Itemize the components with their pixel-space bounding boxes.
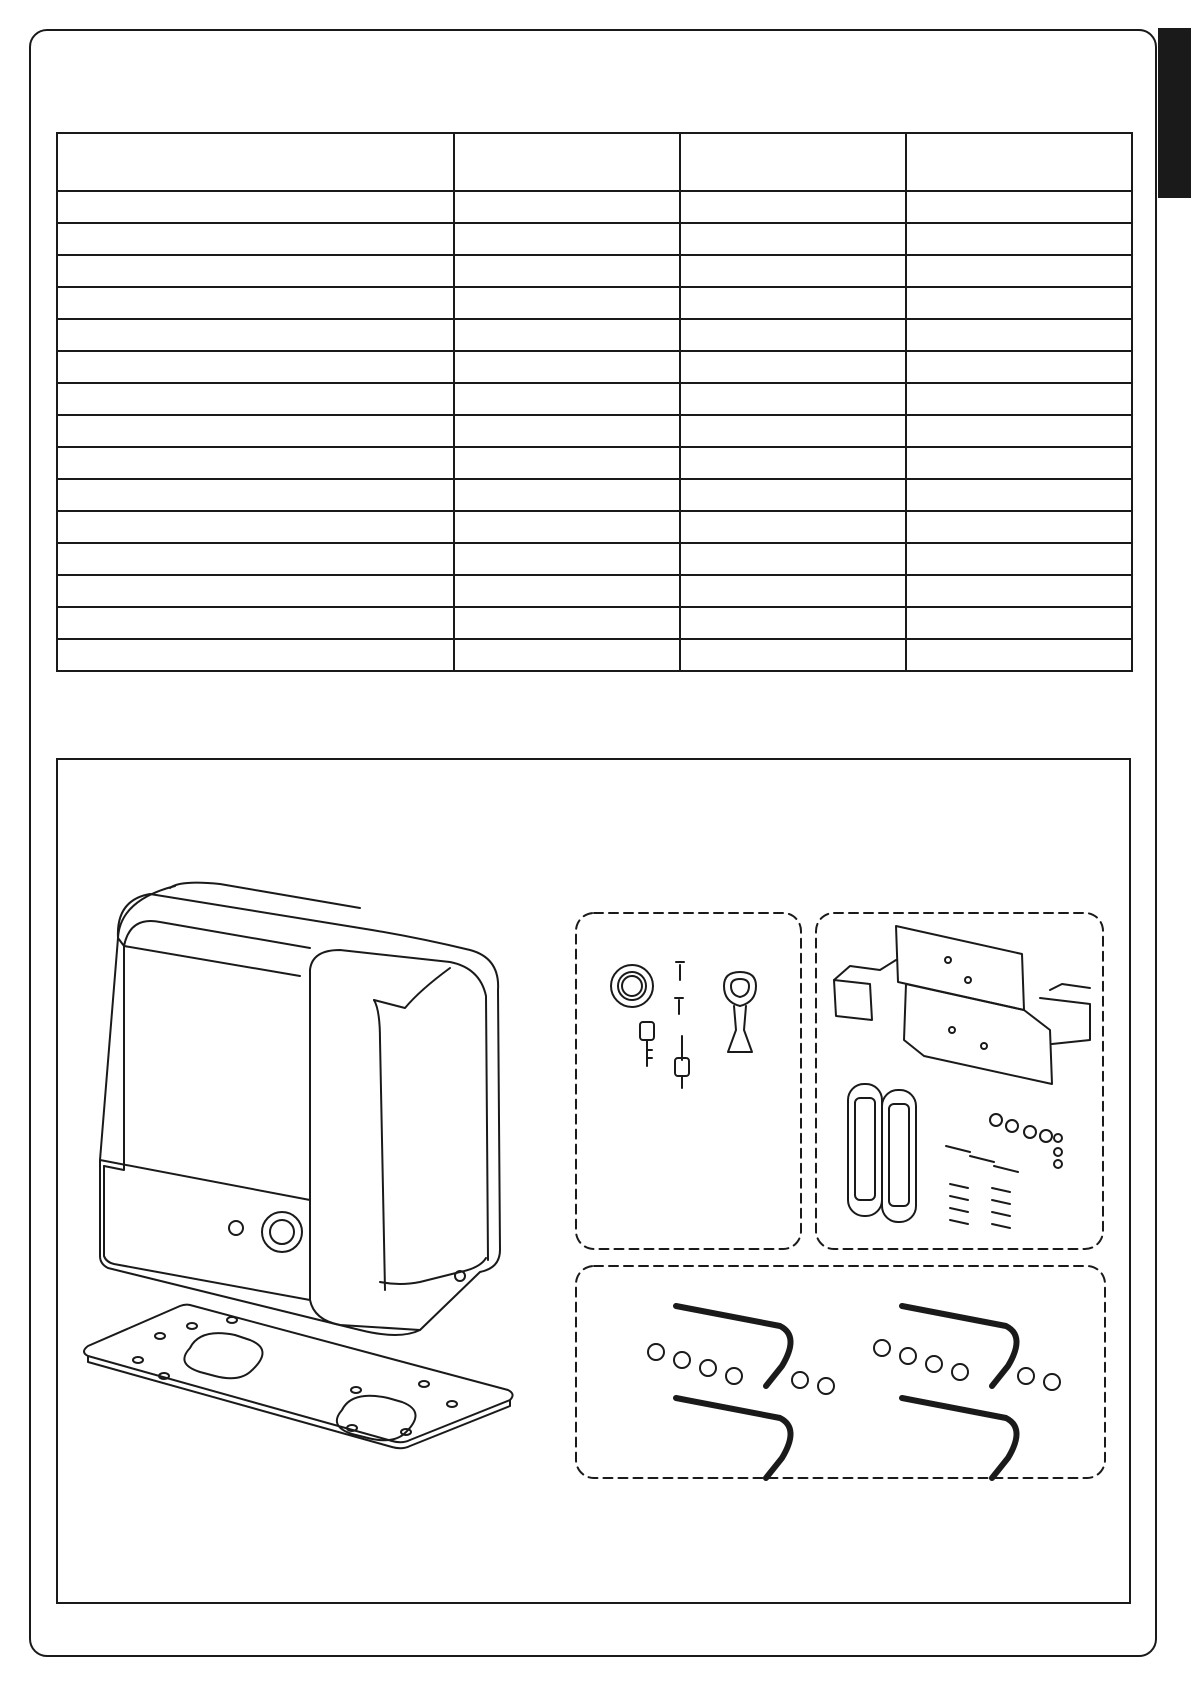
bracket-icon — [834, 926, 1090, 1084]
accessory-group-outlines — [576, 913, 1105, 1478]
magnet-icon — [848, 1084, 916, 1222]
motor-unit-icon — [100, 883, 500, 1335]
base-plate-icon — [84, 1305, 513, 1449]
key-set-icon — [611, 962, 689, 1088]
screw-set-icon — [946, 1114, 1062, 1228]
anchor-bolt-icon — [648, 1306, 1060, 1478]
release-key-icon — [724, 972, 756, 1052]
